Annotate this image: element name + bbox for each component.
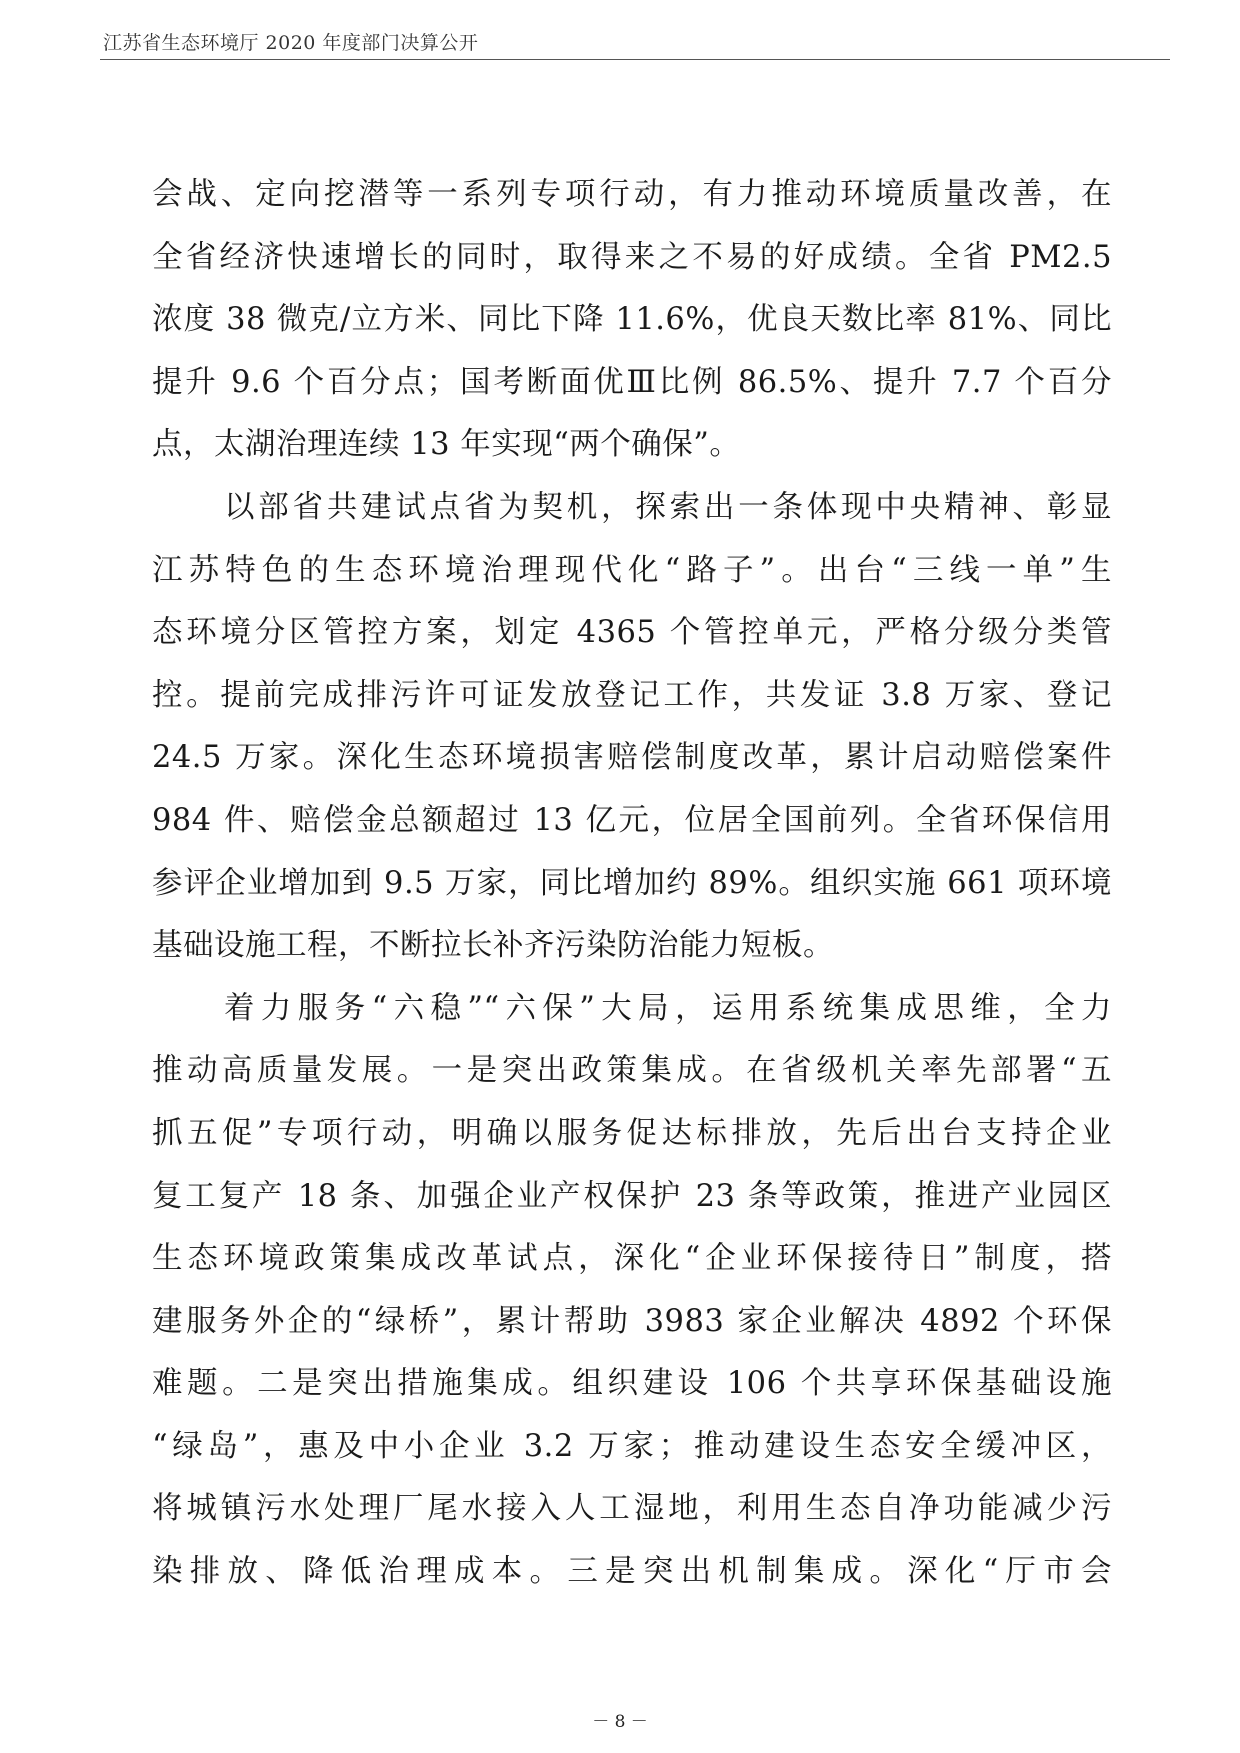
text-line: 难题。二是突出措施集成。组织建设 106 个共享环保基础设施 — [152, 1366, 1112, 1402]
text-line: 提升 9.6 个百分点；国考断面优Ⅲ比例 86.5%、提升 7.7 个百分 — [152, 364, 1112, 400]
text-line: 参评企业增加到 9.5 万家，同比增加约 89%。组织实施 661 项环境 — [152, 865, 1112, 901]
text-line: 将城镇污水处理厂尾水接入人工湿地，利用生态自净功能减少污 — [152, 1491, 1112, 1527]
paragraph-3 — [152, 978, 1112, 1604]
text-line: 推动高质量发展。一是突出政策集成。在省级机关率先部署“五 — [152, 1053, 1112, 1089]
document-header-title: 江苏省生态环境厅 2020 年度部门决算公开 — [103, 32, 479, 54]
text-line: 984 件、赔偿金总额超过 13 亿元，位居全国前列。全省环保信用 — [152, 802, 1112, 838]
text-line: 着力服务“六稳”“六保”大局，运用系统集成思维，全力 — [224, 990, 1112, 1026]
text-line: 建服务外企的“绿桥”，累计帮助 3983 家企业解决 4892 个环保 — [152, 1303, 1112, 1339]
page-number: － 8 － — [592, 1712, 648, 1732]
document-body — [152, 164, 1112, 1604]
paragraph-1 — [152, 164, 1112, 477]
text-line: 全省经济快速增长的同时，取得来之不易的好成绩。全省 PM2.5 — [152, 239, 1112, 275]
text-line: 会战、定向挖潜等一系列专项行动，有力推动环境质量改善，在 — [152, 177, 1112, 212]
text-line: 复工复产 18 条、加强企业产权保护 23 条等政策，推进产业园区 — [152, 1178, 1112, 1214]
text-line: 以部省共建试点省为契机，探索出一条体现中央精神、彰显 — [224, 489, 1112, 525]
text-line: 基础设施工程，不断拉长补齐污染防治能力短板。 — [152, 928, 834, 964]
text-line: 浓度 38 微克/立方米、同比下降 11.6%，优良天数比率 81%、同比 — [152, 302, 1112, 338]
text-line: 态环境分区管控方案，划定 4365 个管控单元，严格分级分类管 — [152, 615, 1112, 651]
text-line: 生态环境政策集成改革试点，深化“企业环保接待日”制度，搭 — [152, 1241, 1112, 1277]
header-divider — [100, 59, 1170, 60]
text-line: 江苏特色的生态环境治理现代化“路子”。出台“三线一单”生 — [152, 552, 1112, 588]
text-line: “绿岛”，惠及中小企业 3.2 万家；推动建设生态安全缓冲区， — [152, 1428, 1112, 1464]
text-line: 控。提前完成排污许可证发放登记工作，共发证 3.8 万家、登记 — [152, 677, 1112, 713]
text-line: 点，太湖治理连续 13 年实现“两个确保”。 — [152, 427, 741, 463]
paragraph-2 — [152, 477, 1112, 978]
text-line: 抓五促”专项行动，明确以服务促达标排放，先后出台支持企业 — [152, 1115, 1112, 1151]
text-line: 24.5 万家。深化生态环境损害赔偿制度改革，累计启动赔偿案件 — [152, 740, 1112, 776]
text-line: 染排放、降低治理成本。三是突出机制集成。深化“厅市会 — [152, 1554, 1112, 1590]
